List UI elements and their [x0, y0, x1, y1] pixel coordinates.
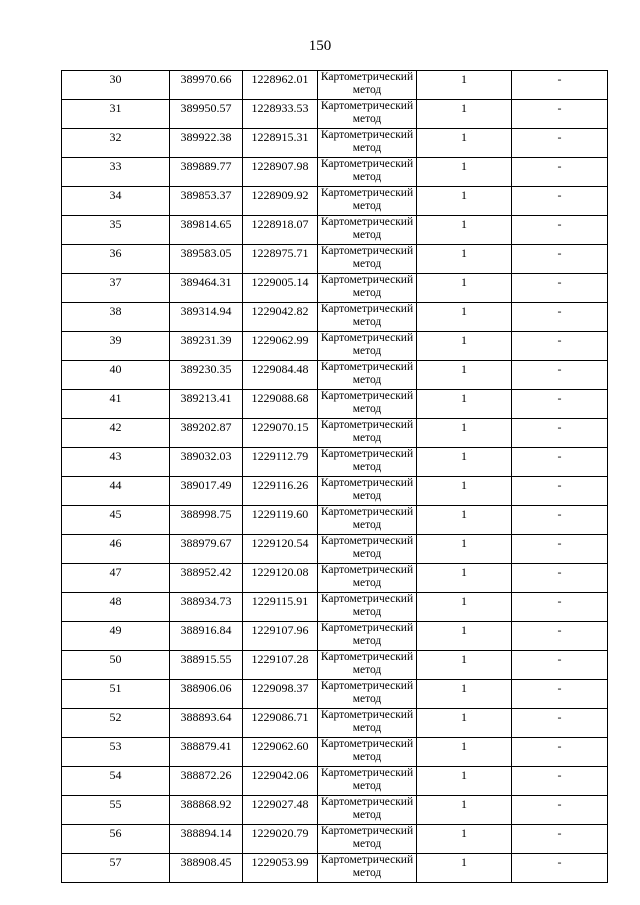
- count-cell: 1: [417, 535, 512, 564]
- table-row: [62, 477, 608, 506]
- note-cell: -: [512, 622, 608, 651]
- note-cell: -: [512, 738, 608, 767]
- point-number-cell: 43: [62, 448, 170, 477]
- coordinate-y-cell: 1229098.37: [243, 680, 318, 709]
- coordinate-x-cell: 389922.38: [170, 129, 243, 158]
- coordinate-y-cell: 1229107.96: [243, 622, 318, 651]
- table-row: [62, 332, 608, 361]
- coordinate-x-cell: 389583.05: [170, 245, 243, 274]
- coordinate-y-cell: 1229116.26: [243, 477, 318, 506]
- point-number-cell: 56: [62, 825, 170, 854]
- point-number-cell: 32: [62, 129, 170, 158]
- coordinate-x-cell: 389464.31: [170, 274, 243, 303]
- coordinate-y-cell: 1228962.01: [243, 71, 318, 100]
- method-cell: Картометрический метод: [318, 535, 417, 564]
- coordinate-x-cell: 389970.66: [170, 71, 243, 100]
- point-number-cell: 46: [62, 535, 170, 564]
- coordinate-x-cell: 389017.49: [170, 477, 243, 506]
- table-row: [62, 245, 608, 274]
- note-cell: -: [512, 535, 608, 564]
- note-cell: -: [512, 854, 608, 883]
- note-cell: -: [512, 361, 608, 390]
- note-cell: -: [512, 477, 608, 506]
- point-number-cell: 52: [62, 709, 170, 738]
- point-number-cell: 47: [62, 564, 170, 593]
- method-cell: Картометрический метод: [318, 100, 417, 129]
- method-cell: Картометрический метод: [318, 564, 417, 593]
- coordinate-y-cell: 1229020.79: [243, 825, 318, 854]
- coordinate-y-cell: 1228975.71: [243, 245, 318, 274]
- table-row: [62, 274, 608, 303]
- note-cell: -: [512, 187, 608, 216]
- table-row: [62, 564, 608, 593]
- coordinate-y-cell: 1228933.53: [243, 100, 318, 129]
- count-cell: 1: [417, 245, 512, 274]
- method-cell: Картометрический метод: [318, 390, 417, 419]
- coordinate-x-cell: 388979.67: [170, 535, 243, 564]
- point-number-cell: 31: [62, 100, 170, 129]
- count-cell: 1: [417, 216, 512, 245]
- method-cell: Картометрический метод: [318, 825, 417, 854]
- method-cell: Картометрический метод: [318, 71, 417, 100]
- coordinate-y-cell: 1229120.54: [243, 535, 318, 564]
- point-number-cell: 50: [62, 651, 170, 680]
- method-cell: Картометрический метод: [318, 245, 417, 274]
- table-row: [62, 361, 608, 390]
- method-cell: Картометрический метод: [318, 448, 417, 477]
- method-cell: Картометрический метод: [318, 361, 417, 390]
- coordinate-y-cell: 1229042.82: [243, 303, 318, 332]
- count-cell: 1: [417, 274, 512, 303]
- note-cell: -: [512, 796, 608, 825]
- method-cell: Картометрический метод: [318, 738, 417, 767]
- point-number-cell: 54: [62, 767, 170, 796]
- table-row: [62, 216, 608, 245]
- coordinate-y-cell: 1229027.48: [243, 796, 318, 825]
- table-row: [62, 71, 608, 100]
- method-cell: Картометрический метод: [318, 593, 417, 622]
- table-row: [62, 767, 608, 796]
- point-number-cell: 55: [62, 796, 170, 825]
- coordinates-table: [61, 70, 608, 883]
- coordinate-y-cell: 1229042.06: [243, 767, 318, 796]
- count-cell: 1: [417, 100, 512, 129]
- page-number: 150: [308, 38, 332, 54]
- table-row: [62, 187, 608, 216]
- method-cell: Картометрический метод: [318, 767, 417, 796]
- coordinate-x-cell: 388879.41: [170, 738, 243, 767]
- method-cell: Картометрический метод: [318, 709, 417, 738]
- coordinate-x-cell: 388908.45: [170, 854, 243, 883]
- coordinate-x-cell: 388998.75: [170, 506, 243, 535]
- point-number-cell: 38: [62, 303, 170, 332]
- coordinate-x-cell: 389314.94: [170, 303, 243, 332]
- coordinate-y-cell: 1229088.68: [243, 390, 318, 419]
- method-cell: Картометрический метод: [318, 158, 417, 187]
- count-cell: 1: [417, 825, 512, 854]
- point-number-cell: 45: [62, 506, 170, 535]
- coordinate-y-cell: 1229070.15: [243, 419, 318, 448]
- method-cell: Картометрический метод: [318, 274, 417, 303]
- count-cell: 1: [417, 622, 512, 651]
- coordinate-x-cell: 388915.55: [170, 651, 243, 680]
- method-cell: Картометрический метод: [318, 332, 417, 361]
- note-cell: -: [512, 100, 608, 129]
- note-cell: -: [512, 593, 608, 622]
- point-number-cell: 42: [62, 419, 170, 448]
- count-cell: 1: [417, 767, 512, 796]
- coordinate-x-cell: 389230.35: [170, 361, 243, 390]
- method-cell: Картометрический метод: [318, 680, 417, 709]
- count-cell: 1: [417, 332, 512, 361]
- coordinate-x-cell: 388868.92: [170, 796, 243, 825]
- method-cell: Картометрический метод: [318, 419, 417, 448]
- note-cell: -: [512, 129, 608, 158]
- coordinate-y-cell: 1229062.99: [243, 332, 318, 361]
- count-cell: 1: [417, 390, 512, 419]
- coordinate-x-cell: 389213.41: [170, 390, 243, 419]
- table-row: [62, 709, 608, 738]
- point-number-cell: 57: [62, 854, 170, 883]
- method-cell: Картометрический метод: [318, 854, 417, 883]
- table-row: [62, 158, 608, 187]
- count-cell: 1: [417, 361, 512, 390]
- count-cell: 1: [417, 129, 512, 158]
- coordinate-x-cell: 389853.37: [170, 187, 243, 216]
- table-row: [62, 303, 608, 332]
- point-number-cell: 33: [62, 158, 170, 187]
- coordinate-x-cell: 388916.84: [170, 622, 243, 651]
- count-cell: 1: [417, 796, 512, 825]
- note-cell: -: [512, 390, 608, 419]
- point-number-cell: 36: [62, 245, 170, 274]
- point-number-cell: 41: [62, 390, 170, 419]
- note-cell: -: [512, 216, 608, 245]
- count-cell: 1: [417, 506, 512, 535]
- table-body: [62, 71, 608, 883]
- coordinate-x-cell: 389950.57: [170, 100, 243, 129]
- table-row: [62, 100, 608, 129]
- coordinate-x-cell: 389814.65: [170, 216, 243, 245]
- note-cell: -: [512, 767, 608, 796]
- count-cell: 1: [417, 854, 512, 883]
- coordinate-y-cell: 1229086.71: [243, 709, 318, 738]
- method-cell: Картометрический метод: [318, 303, 417, 332]
- point-number-cell: 51: [62, 680, 170, 709]
- point-number-cell: 30: [62, 71, 170, 100]
- coordinate-y-cell: 1229115.91: [243, 593, 318, 622]
- table-row: [62, 854, 608, 883]
- table-row: [62, 419, 608, 448]
- coordinate-x-cell: 388934.73: [170, 593, 243, 622]
- coordinate-y-cell: 1228918.07: [243, 216, 318, 245]
- coordinate-y-cell: 1229112.79: [243, 448, 318, 477]
- table-row: [62, 448, 608, 477]
- note-cell: -: [512, 303, 608, 332]
- note-cell: -: [512, 680, 608, 709]
- coordinate-x-cell: 388906.06: [170, 680, 243, 709]
- coordinate-x-cell: 389889.77: [170, 158, 243, 187]
- coordinate-y-cell: 1229062.60: [243, 738, 318, 767]
- count-cell: 1: [417, 709, 512, 738]
- coordinate-x-cell: 389231.39: [170, 332, 243, 361]
- coordinate-x-cell: 388894.14: [170, 825, 243, 854]
- point-number-cell: 37: [62, 274, 170, 303]
- table-row: [62, 796, 608, 825]
- coordinate-y-cell: 1229120.08: [243, 564, 318, 593]
- note-cell: -: [512, 71, 608, 100]
- method-cell: Картометрический метод: [318, 187, 417, 216]
- note-cell: -: [512, 564, 608, 593]
- table-row: [62, 129, 608, 158]
- note-cell: -: [512, 506, 608, 535]
- table-row: [62, 680, 608, 709]
- count-cell: 1: [417, 593, 512, 622]
- coordinate-x-cell: 388872.26: [170, 767, 243, 796]
- coordinate-y-cell: 1229053.99: [243, 854, 318, 883]
- coordinate-y-cell: 1228909.92: [243, 187, 318, 216]
- table-row: [62, 593, 608, 622]
- count-cell: 1: [417, 564, 512, 593]
- point-number-cell: 34: [62, 187, 170, 216]
- note-cell: -: [512, 709, 608, 738]
- point-number-cell: 39: [62, 332, 170, 361]
- coordinate-y-cell: 1229084.48: [243, 361, 318, 390]
- count-cell: 1: [417, 477, 512, 506]
- coordinate-y-cell: 1229005.14: [243, 274, 318, 303]
- count-cell: 1: [417, 448, 512, 477]
- table-row: [62, 825, 608, 854]
- count-cell: 1: [417, 680, 512, 709]
- note-cell: -: [512, 274, 608, 303]
- method-cell: Картометрический метод: [318, 796, 417, 825]
- coordinate-y-cell: 1229107.28: [243, 651, 318, 680]
- method-cell: Картометрический метод: [318, 129, 417, 158]
- method-cell: Картометрический метод: [318, 622, 417, 651]
- point-number-cell: 48: [62, 593, 170, 622]
- point-number-cell: 40: [62, 361, 170, 390]
- table-row: [62, 651, 608, 680]
- point-number-cell: 49: [62, 622, 170, 651]
- count-cell: 1: [417, 303, 512, 332]
- point-number-cell: 44: [62, 477, 170, 506]
- note-cell: -: [512, 158, 608, 187]
- count-cell: 1: [417, 187, 512, 216]
- table-row: [62, 535, 608, 564]
- note-cell: -: [512, 825, 608, 854]
- count-cell: 1: [417, 158, 512, 187]
- point-number-cell: 53: [62, 738, 170, 767]
- method-cell: Картометрический метод: [318, 216, 417, 245]
- method-cell: Картометрический метод: [318, 477, 417, 506]
- method-cell: Картометрический метод: [318, 651, 417, 680]
- count-cell: 1: [417, 71, 512, 100]
- note-cell: -: [512, 448, 608, 477]
- note-cell: -: [512, 245, 608, 274]
- table-row: [62, 622, 608, 651]
- coordinate-x-cell: 388952.42: [170, 564, 243, 593]
- coordinate-x-cell: 389202.87: [170, 419, 243, 448]
- coordinate-x-cell: 388893.64: [170, 709, 243, 738]
- note-cell: -: [512, 332, 608, 361]
- coordinate-y-cell: 1228915.31: [243, 129, 318, 158]
- table-row: [62, 738, 608, 767]
- coordinate-y-cell: 1228907.98: [243, 158, 318, 187]
- count-cell: 1: [417, 738, 512, 767]
- coordinate-y-cell: 1229119.60: [243, 506, 318, 535]
- count-cell: 1: [417, 651, 512, 680]
- table-row: [62, 390, 608, 419]
- table-row: [62, 506, 608, 535]
- coordinate-x-cell: 389032.03: [170, 448, 243, 477]
- method-cell: Картометрический метод: [318, 506, 417, 535]
- note-cell: -: [512, 651, 608, 680]
- point-number-cell: 35: [62, 216, 170, 245]
- count-cell: 1: [417, 419, 512, 448]
- note-cell: -: [512, 419, 608, 448]
